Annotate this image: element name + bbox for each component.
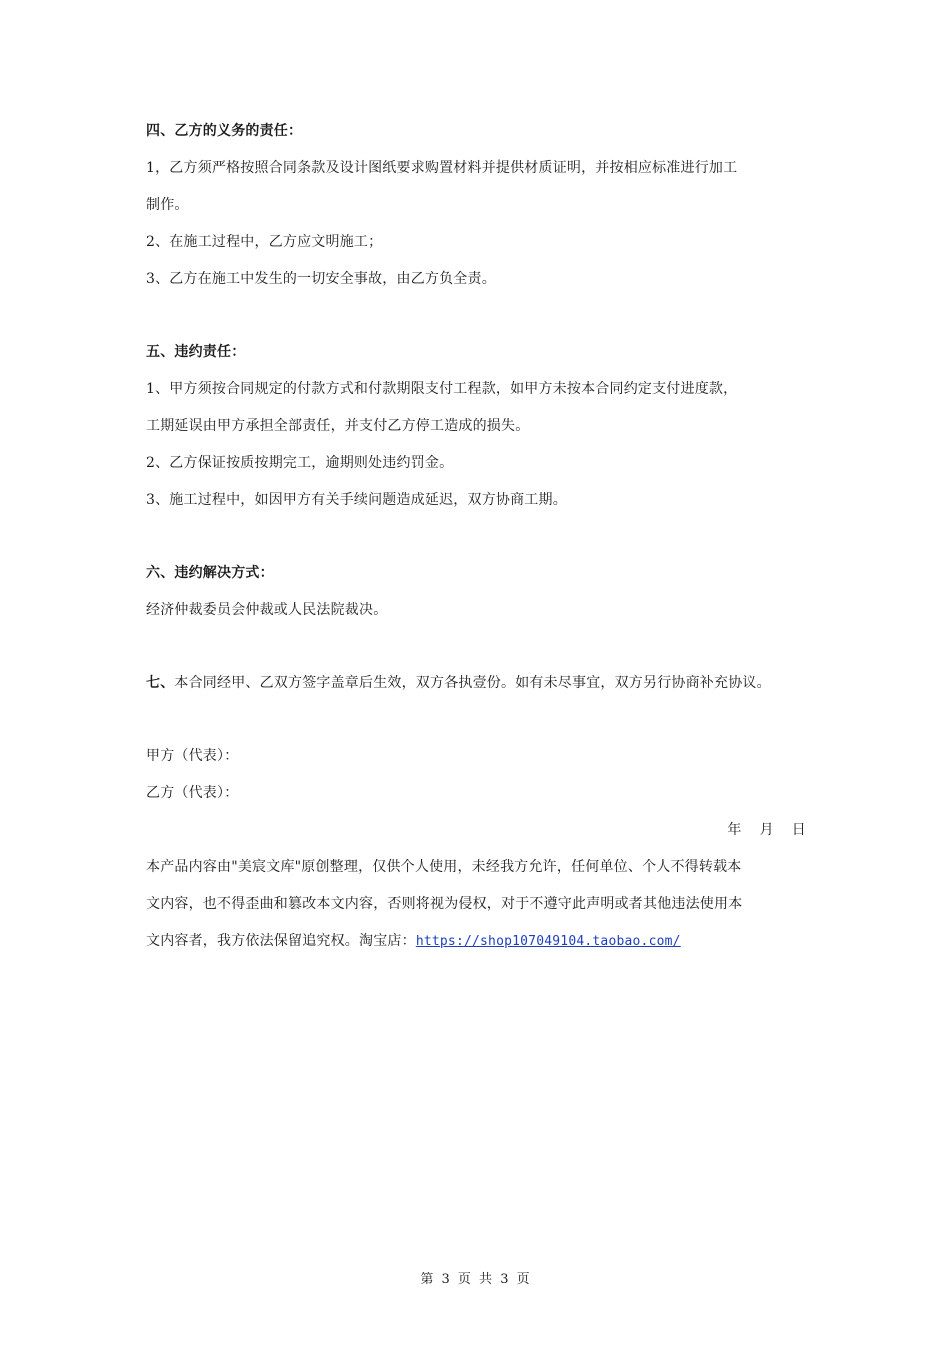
section-4-heading: 四、乙方的义务的责任： bbox=[146, 123, 303, 139]
spacer bbox=[146, 702, 812, 738]
document-body bbox=[146, 113, 812, 960]
section-5-item-3: 3、施工过程中，如因甲方有关手续问题造成延迟，双方协商工期。 bbox=[146, 492, 567, 508]
section-7-paragraph bbox=[146, 665, 812, 702]
section-5-item-1-line-2: 工期延误由甲方承担全部责任，并支付乙方停工造成的损失。 bbox=[146, 418, 530, 434]
notice-line-3-prefix: 文内容者，我方依法保留追究权。淘宝店： bbox=[146, 933, 416, 949]
spacer bbox=[146, 629, 812, 665]
date-year: 年 bbox=[727, 822, 742, 838]
notice-line-1: 本产品内容由"美宸文库"原创整理，仅供个人使用，未经我方允许，任何单位、个人不得转载本 bbox=[146, 859, 742, 875]
party-a-signature: 甲方（代表）： bbox=[146, 748, 239, 764]
spacer bbox=[146, 298, 812, 334]
section-4-item-1-line-1: 1，乙方须严格按照合同条款及设计图纸要求购置材料并提供材质证明，并按相应标准进行加工 bbox=[146, 160, 738, 176]
section-6-heading: 六、违约解决方式： bbox=[146, 565, 274, 581]
section-6-body: 经济仲裁委员会仲裁或人民法院裁决。 bbox=[146, 602, 388, 618]
date-day: 日 bbox=[791, 822, 806, 838]
party-b-signature: 乙方（代表）： bbox=[146, 785, 239, 801]
date-month: 月 bbox=[759, 822, 774, 838]
section-4-item-2: 2、在施工过程中，乙方应文明施工； bbox=[146, 234, 383, 250]
signature-date bbox=[146, 812, 812, 849]
notice-line-3 bbox=[146, 923, 812, 960]
section-7-lead: 七、 bbox=[146, 675, 175, 691]
section-5-heading: 五、违约责任： bbox=[146, 344, 246, 360]
section-5-item-2: 2、乙方保证按质按期完工，逾期则处违约罚金。 bbox=[146, 455, 454, 471]
page-footer: 第 3 页 共 3 页 bbox=[420, 1272, 530, 1287]
section-5-item-1-line-1: 1、甲方须按合同规定的付款方式和付款期限支付工程款，如甲方未按本合同约定支付进度款， bbox=[146, 381, 738, 397]
taobao-shop-link[interactable]: https://shop107049104.taobao.com/ bbox=[415, 934, 681, 949]
section-7-body: 本合同经甲、乙双方签字盖章后生效，双方各执壹份。如有未尽事宜，双方另行协商补充协议。 bbox=[174, 675, 771, 691]
section-4-item-3: 3、乙方在施工中发生的一切安全事故，由乙方负全责。 bbox=[146, 271, 496, 287]
spacer bbox=[146, 519, 812, 555]
notice-line-2: 文内容，也不得歪曲和篡改本文内容，否则将视为侵权，对于不遵守此声明或者其他违法使用本 bbox=[146, 896, 743, 912]
section-4-item-1-line-2: 制作。 bbox=[146, 197, 189, 213]
